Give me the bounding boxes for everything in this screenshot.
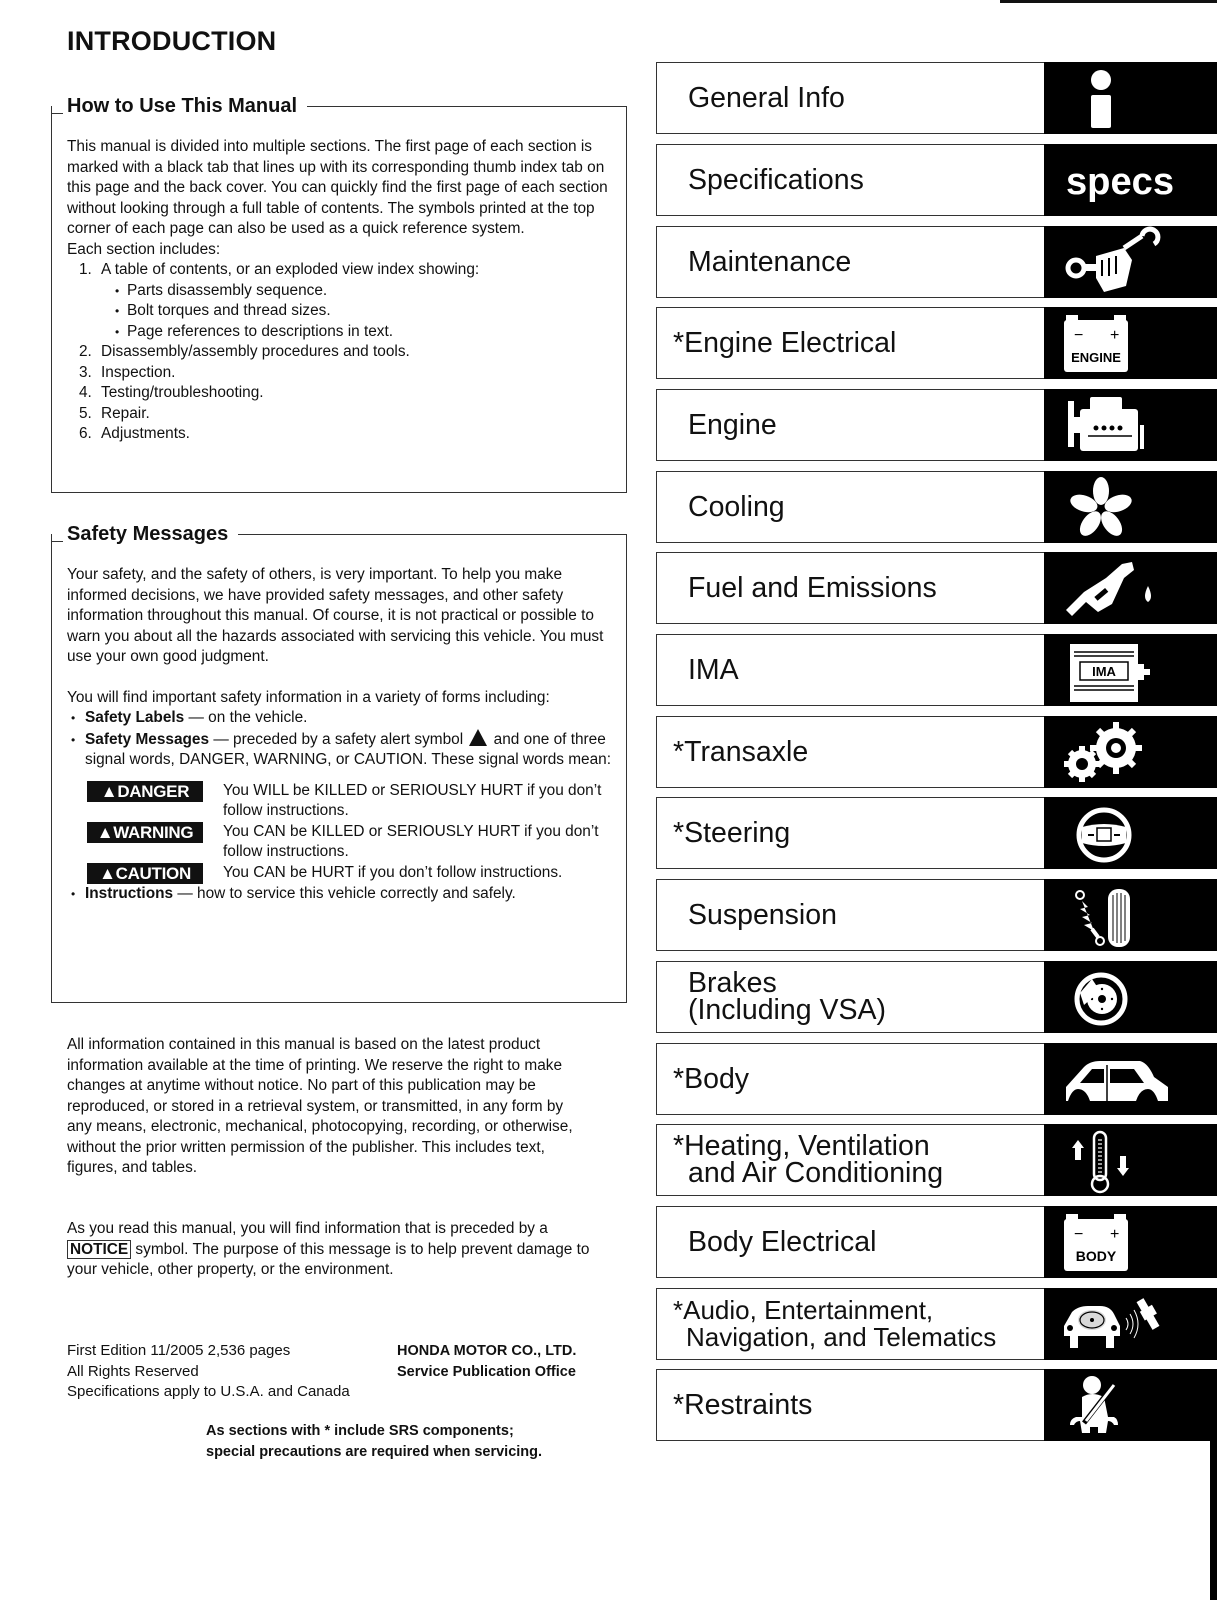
battery-body-icon (1044, 1206, 1217, 1278)
list-item: 3. Inspection. (79, 363, 176, 381)
seatbelt-icon (1044, 1369, 1217, 1441)
tab-cooling[interactable]: Cooling (656, 471, 1217, 543)
battery-engine-icon (1044, 307, 1217, 379)
edition-info: First Edition 11/2005 2,536 pages All Rights Reserved Specifications apply to U.S.A. and Canada (67, 1342, 350, 1400)
svg-text:ENGINE: ENGINE (1071, 350, 1121, 365)
srs-note: As sections with * include SRS components; special precautions are required when servicing. (206, 1423, 543, 1460)
specs-icon (1044, 144, 1217, 216)
includes-label: Each section includes: (67, 240, 221, 258)
includes-list (67, 260, 612, 445)
brake-disc-icon (1044, 961, 1217, 1033)
svg-text:+: + (1110, 1226, 1120, 1243)
how-to-use-intro: This manual is divided into multiple sections. The first page of each section is marked with a black tab that lines up with its corresponding thumb index tab on this page and the back cover. You can quickly find the first page of each section without looking through a full table of contents. The symbols printed at the top corner of each page can also be used as a quick reference system. (67, 138, 608, 237)
safety-alert-icon (469, 729, 487, 746)
list-item: 1. A table of contents, or an exploded view index showing: (79, 261, 480, 278)
page-title: INTRODUCTION (67, 26, 277, 56)
safety-forms-intro: You will find important safety information in a variety of forms including: (67, 688, 550, 706)
tab-body[interactable]: *Body (656, 1043, 1217, 1115)
tab-engine[interactable]: Engine (656, 389, 1217, 461)
tab-audio-navigation[interactable]: *Audio, Entertainment, Navigation, and Telematics (656, 1288, 1217, 1360)
list-item: 4. Testing/troubleshooting. (79, 384, 264, 401)
tab-engine-electrical[interactable]: *Engine Electrical − + ENGINE (656, 307, 1217, 379)
list-item: 5. Repair. (79, 404, 150, 422)
tab-ima[interactable]: IMA IMA (656, 634, 1217, 706)
safety-messages-section (51, 522, 627, 1003)
caution-badge: ▲CAUTION (87, 863, 203, 884)
how-to-use-section (51, 94, 627, 493)
tab-general-info[interactable]: General Info (656, 62, 1217, 134)
warning-badge: ▲WARNING (87, 822, 203, 843)
signal-words-table (87, 781, 612, 884)
svg-text:IMA: IMA (1092, 664, 1116, 679)
gears-icon (1044, 716, 1217, 788)
notice-symbol: NOTICE (67, 1240, 131, 1259)
tab-maintenance[interactable]: Maintenance (656, 226, 1217, 298)
safety-intro: Your safety, and the safety of others, is very important. To help you make informed decisions, we have provided safety messages, and other safety information throughout this manual. Of course, it is not practical or possible to warn you about all the hazards associated with servicing this vehicle. You must use your own good judgment. (67, 566, 604, 665)
car-satellite-icon (1044, 1288, 1217, 1360)
tab-specifications[interactable]: Specifications specs (656, 144, 1217, 216)
publisher-info: HONDA MOTOR CO., LTD. Service Publication Office (397, 1343, 577, 1380)
signal-row-caution: ▲CAUTION You CAN be HURT if you don’t follow instructions. (87, 863, 612, 884)
steering-wheel-icon (1044, 797, 1217, 869)
wrench-fist-icon (1044, 226, 1217, 298)
signal-row-danger: ▲DANGER You WILL be KILLED or SERIOUSLY HURT if you don’t follow instructions. (87, 781, 612, 822)
safety-forms-list (67, 708, 612, 771)
ima-motor-icon (1044, 634, 1217, 706)
list-item: • Page references to descriptions in text. (103, 322, 612, 343)
svg-text:−: − (1074, 327, 1084, 344)
svg-text:BODY: BODY (1075, 1248, 1117, 1264)
car-body-icon (1044, 1043, 1217, 1115)
fuel-nozzle-icon (1044, 552, 1217, 624)
list-item: • Safety Messages — preceded by a safety alert symbol ! and one of three signal words, DANGER, WARNING, or CAUTION. These signal words mean: (67, 729, 612, 771)
list-item: 2. Disassembly/assembly procedures and tools. (79, 343, 410, 360)
page-edge-strip (1210, 1440, 1217, 1600)
disclaimer-paragraph: All information contained in this manual is based on the latest product information available at the time of printing. We reserve the right to make changes at anytime without notice. No part of this publication may be reproduced, or stored in a retrieval system, or transmitted, in any form by any means, electronic, mechanical, photocopying, recording, or otherwise, without the prior written permission of the publisher. This includes text, figures, and tables. (67, 1036, 573, 1176)
svg-text:specs: specs (1066, 161, 1174, 203)
fan-icon (1044, 471, 1217, 543)
shock-tire-icon (1044, 879, 1217, 951)
page-edge-strip (1000, 0, 1217, 3)
tab-fuel-emissions[interactable]: Fuel and Emissions (656, 552, 1217, 624)
svg-text:+: + (1110, 327, 1120, 344)
section-heading: Safety Messages (63, 523, 238, 546)
section-heading: How to Use This Manual (63, 95, 307, 118)
svg-text:−: − (1074, 1226, 1084, 1243)
list-item: • Bolt torques and thread sizes. (103, 301, 612, 322)
engine-icon (1044, 389, 1217, 461)
danger-badge: ▲DANGER (87, 781, 203, 802)
list-item: • Safety Labels — on the vehicle. (67, 708, 612, 729)
list-item: 6. Adjustments. (79, 425, 190, 442)
tab-transaxle[interactable]: *Transaxle (656, 716, 1217, 788)
safety-forms-list-cont (67, 884, 612, 905)
list-item: • Instructions — how to service this vehicle correctly and safely. (67, 884, 612, 905)
tab-hvac[interactable]: *Heating, Ventilation and Air Conditioning (656, 1124, 1217, 1196)
tab-body-electrical[interactable]: Body Electrical − + BODY (656, 1206, 1217, 1278)
tab-restraints[interactable]: *Restraints (656, 1369, 1217, 1441)
signal-row-warning: ▲WARNING You CAN be KILLED or SERIOUSLY HURT if you don’t follow instructions. (87, 822, 612, 863)
list-item: • Parts disassembly sequence. (103, 281, 612, 302)
tab-brakes[interactable]: Brakes (Including VSA) (656, 961, 1217, 1033)
thermometer-icon (1044, 1124, 1217, 1196)
sub-list (67, 281, 612, 343)
info-icon (1044, 62, 1217, 134)
tab-suspension[interactable]: Suspension (656, 879, 1217, 951)
notice-paragraph: As you read this manual, you will find information that is preceded by a NOTICE symbol. The purpose of this message is to help prevent damage to your vehicle, other property, or the environment. (67, 1220, 590, 1278)
tab-steering[interactable]: *Steering (656, 797, 1217, 869)
